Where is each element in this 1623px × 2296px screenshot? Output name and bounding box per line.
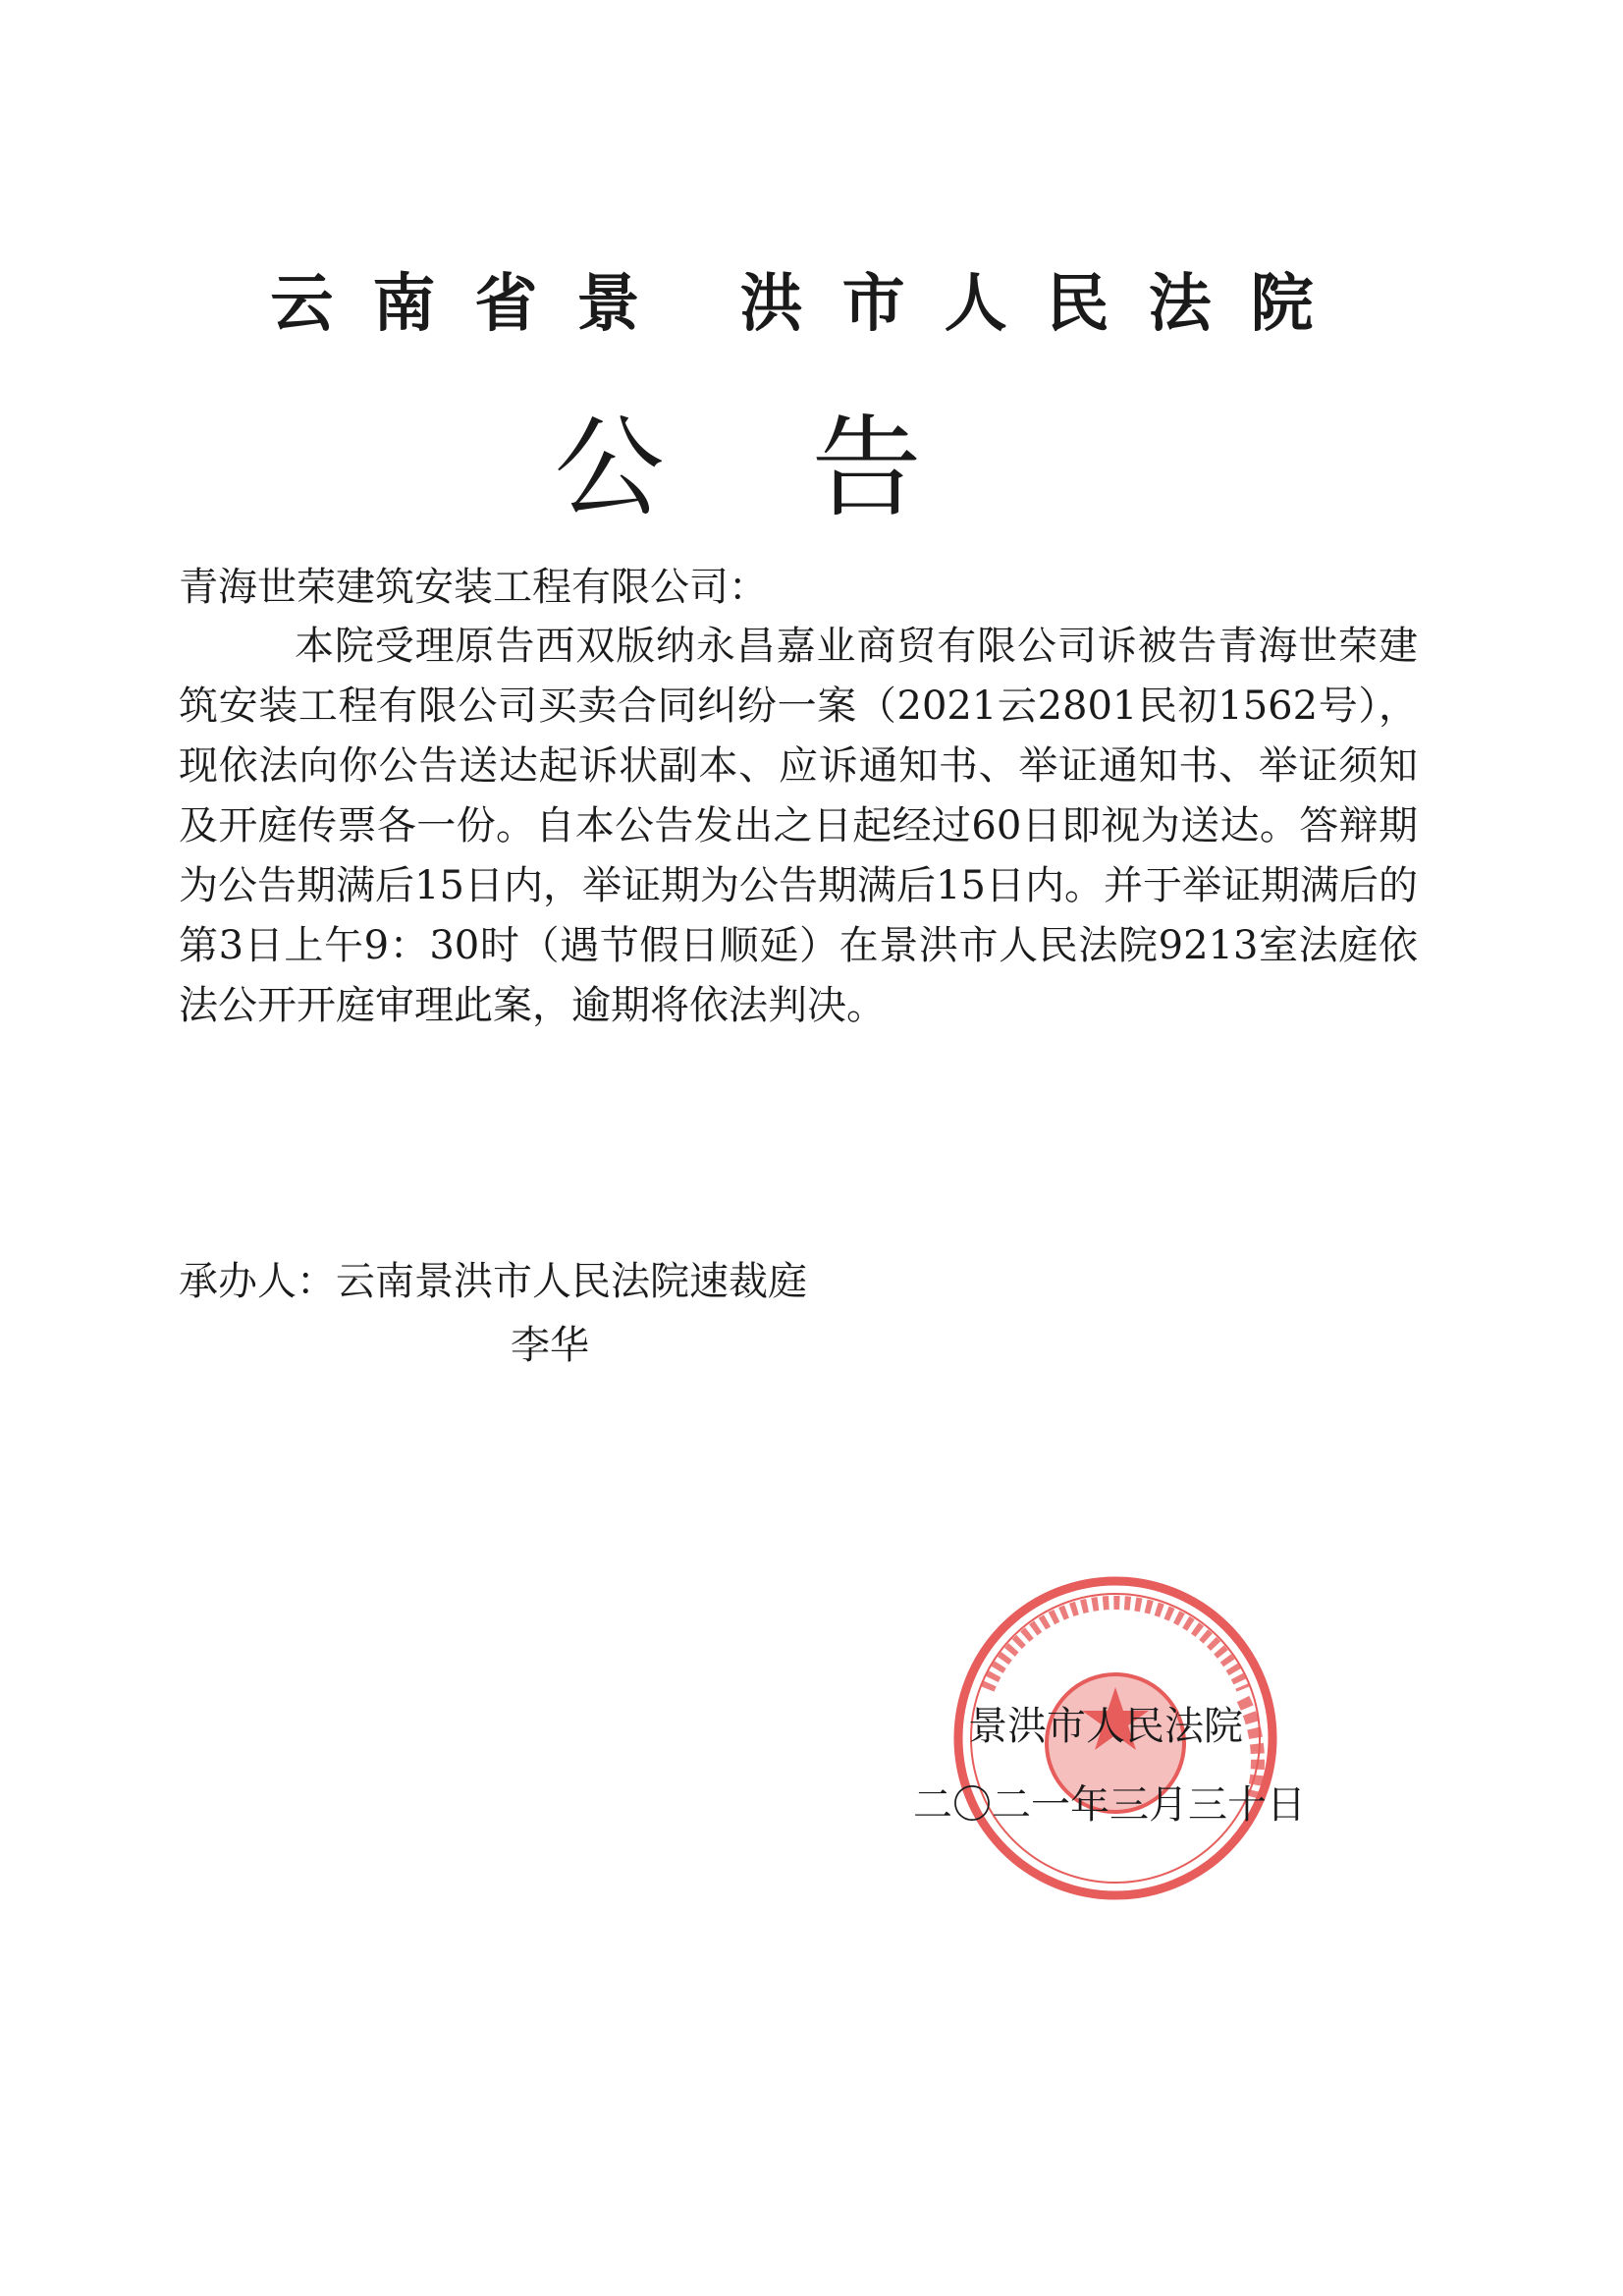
addressee: 青海世荣建筑安装工程有限公司： bbox=[179, 565, 768, 610]
notice-title: 公告 bbox=[554, 405, 1069, 532]
signature-court: 景洪市人民法院 bbox=[968, 1704, 1243, 1749]
notice-body: 本院受理原告西双版纳永昌嘉业商贸有限公司诉被告青海世荣建筑安装工程有限公司买卖合同纠纷一案（2021云2801民初1562号），现依法向你公告送达起诉状副本、应诉通知书、举证通知书、举证须知及开庭传票各一份。自本公告发出之日起经过60日即视为送达。答辩期为公告期满后15日内，举证期为公告期满后15日内。并于举证期满后的第3日上午9：30时（遇节假日顺延）在景洪市人民法院9213室法庭依法公开开庭审理此案，逾期将依法判决。 bbox=[179, 624, 1418, 1028]
handler-name: 李华 bbox=[511, 1323, 589, 1368]
handler-label: 承办人：云南景洪市人民法院速裁庭 bbox=[179, 1259, 807, 1304]
signature-date: 二〇二一年三月三十日 bbox=[913, 1782, 1306, 1828]
court-name-heading: 云南省景 洪市人民法院 bbox=[270, 268, 1353, 341]
